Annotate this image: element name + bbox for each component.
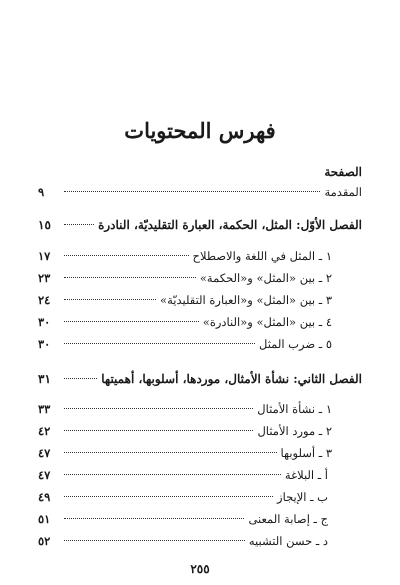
toc-entry[interactable] [38,271,332,289]
toc-entry-page: ٢٣ [38,271,51,285]
toc-entry-page: ١٥ [38,218,51,232]
dot-leader [64,191,320,192]
dot-leader [64,299,156,300]
toc-entry-page: ٤٧ [38,468,51,482]
toc-entry[interactable] [38,468,328,486]
toc-entry-page: ٣١ [38,372,51,386]
dot-leader [64,474,281,475]
toc-entry-page: ٥٢ [38,534,51,548]
toc-entry-title: ج ـ إصابة المعنى [248,512,328,526]
toc-entry[interactable] [38,249,332,267]
dot-leader [64,378,97,379]
toc-entry-page: ٩ [38,185,45,199]
toc-entry-page: ٤٧ [38,446,51,460]
toc-entry-page: ١٧ [38,249,51,263]
toc-entry-title: ب ـ الإيجاز [277,490,328,504]
toc-entry-title: ١ ـ نشأة الأمثال [257,402,332,416]
toc-entry-title: د ـ حسن التشبيه [248,534,328,548]
toc-entry-intro[interactable] [38,185,362,203]
toc-entry-title: ٥ ـ ضرب المثل [259,337,332,351]
toc-entry[interactable] [38,534,328,552]
toc-entry[interactable] [38,490,328,508]
dot-leader [64,224,94,225]
dot-leader [64,277,196,278]
toc-entry[interactable] [38,446,332,464]
toc-entry-title: ١ ـ المثل في اللغة والاصطلاح [192,249,332,263]
toc-chapter-2[interactable] [38,372,362,390]
toc-entry-page: ٥١ [38,512,51,526]
toc-entry[interactable] [38,402,332,420]
toc-entry[interactable] [38,315,332,333]
dot-leader [64,540,245,541]
toc-entry-page: ٤٩ [38,490,51,504]
toc-entry-title: ٤ ـ بين «المثل» و«النادرة» [202,315,332,329]
toc-entry-title: الفصل الثاني: نشأة الأمثال، موردها، أسلوبها، أهميتها [101,372,362,386]
dot-leader [64,408,253,409]
toc-entry-page: ٤٢ [38,424,51,438]
toc-entry[interactable] [38,293,332,311]
toc-entry-title: ٢ ـ مورد الأمثال [257,424,332,438]
page-number: ٢٥٥ [190,562,210,576]
toc-entry-title: ٣ ـ بين «المثل» و«العبارة التقليديّة» [160,293,332,307]
toc-entry-title: ٣ ـ أسلوبها [280,446,332,460]
toc-entry[interactable] [38,512,328,530]
toc-entry-page: ٣٠ [38,337,51,351]
dot-leader [64,452,277,453]
toc-entry-title: الفصل الأوّل: المثل، الحكمة، العبارة التقليديّة، النادرة [98,218,362,232]
toc-entry-page: ٣٣ [38,402,51,416]
toc-entry-title: أ ـ البلاغة [284,468,328,482]
toc-entry[interactable] [38,424,332,442]
toc-entry-title: المقدمة [324,185,362,199]
toc-chapter-1[interactable] [38,218,362,236]
page-column-header: الصفحة [324,165,362,179]
dot-leader [64,496,273,497]
page-title: فهرس المحتويات [124,118,276,143]
dot-leader [64,518,244,519]
dot-leader [64,321,199,322]
dot-leader [64,430,253,431]
toc-entry[interactable] [38,337,332,355]
toc-entry-title: ٢ ـ بين «المثل» و«الحكمة» [199,271,332,285]
dot-leader [64,255,189,256]
dot-leader [64,343,255,344]
toc-entry-page: ٢٤ [38,293,51,307]
toc-entry-page: ٣٠ [38,315,51,329]
